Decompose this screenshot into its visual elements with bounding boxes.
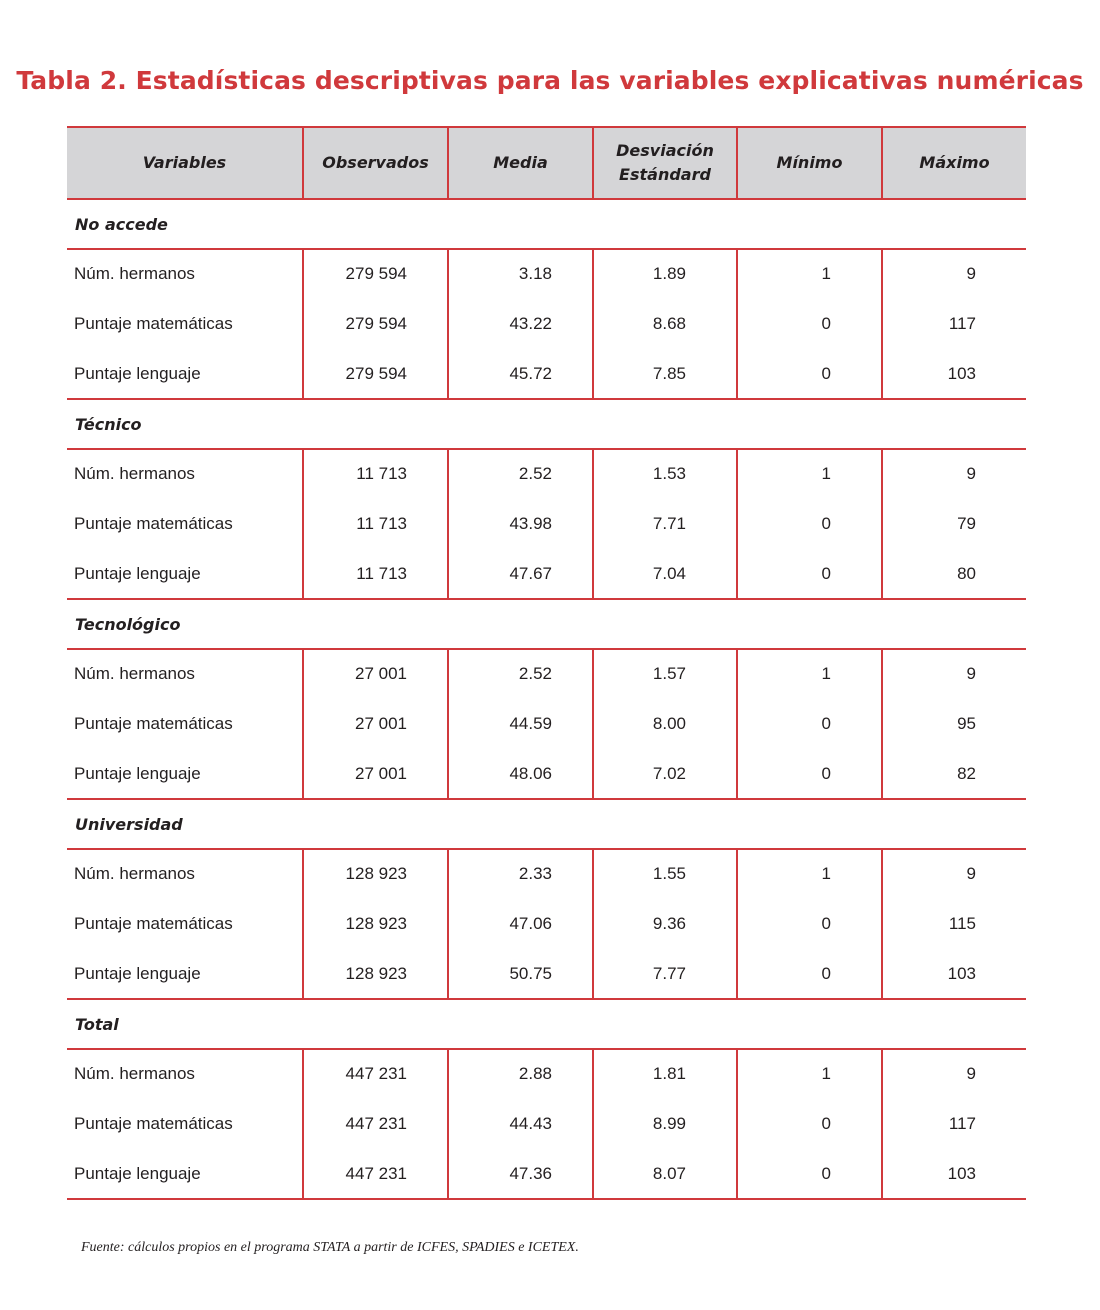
cell-desviacion: 1.81 (593, 1049, 737, 1099)
cell-media: 47.67 (448, 549, 593, 599)
cell-variable: Núm. hermanos (74, 664, 195, 683)
cell-desviacion: 7.71 (593, 499, 737, 549)
table-row (67, 949, 1026, 999)
cell-observados: 279 594 (303, 249, 448, 299)
cell-minimo: 0 (737, 1149, 882, 1199)
cell-minimo: 1 (737, 449, 882, 499)
group-label: Técnico (67, 399, 1026, 449)
cell-maximo: 9 (882, 849, 1026, 899)
group-row (67, 999, 1026, 1049)
cell-observados: 128 923 (303, 949, 448, 999)
column-header-media: Media (448, 127, 593, 199)
cell-media: 43.22 (448, 299, 593, 349)
cell-media: 2.52 (448, 649, 593, 699)
cell-desviacion: 8.07 (593, 1149, 737, 1199)
cell-minimo: 1 (737, 649, 882, 699)
cell-maximo: 9 (882, 649, 1026, 699)
cell-minimo: 0 (737, 749, 882, 799)
cell-maximo: 117 (882, 1099, 1026, 1149)
cell-variable: Puntaje matemáticas (74, 714, 233, 733)
table-row (67, 649, 1026, 699)
cell-media: 2.52 (448, 449, 593, 499)
table-title: Tabla 2. Estadísticas descriptivas para las variables explicativas numéricas (16, 66, 1084, 95)
cell-maximo: 80 (882, 549, 1026, 599)
cell-observados: 279 594 (303, 349, 448, 399)
cell-observados: 447 231 (303, 1049, 448, 1099)
cell-maximo: 95 (882, 699, 1026, 749)
table-row (67, 249, 1026, 299)
cell-variable: Núm. hermanos (74, 1064, 195, 1083)
cell-minimo: 1 (737, 249, 882, 299)
cell-media: 43.98 (448, 499, 593, 549)
cell-observados: 11 713 (303, 549, 448, 599)
cell-maximo: 9 (882, 249, 1026, 299)
cell-minimo: 0 (737, 499, 882, 549)
cell-variable: Núm. hermanos (74, 264, 195, 283)
cell-desviacion: 8.99 (593, 1099, 737, 1149)
group-label: No accede (67, 199, 1026, 249)
cell-maximo: 117 (882, 299, 1026, 349)
group-row (67, 599, 1026, 649)
cell-maximo: 103 (882, 1149, 1026, 1199)
cell-desviacion: 1.55 (593, 849, 737, 899)
cell-observados: 447 231 (303, 1099, 448, 1149)
cell-media: 2.88 (448, 1049, 593, 1099)
cell-maximo: 9 (882, 1049, 1026, 1099)
cell-maximo: 103 (882, 949, 1026, 999)
table-body (67, 199, 1026, 1199)
table-row (67, 449, 1026, 499)
cell-observados: 279 594 (303, 299, 448, 349)
cell-variable: Puntaje matemáticas (74, 314, 233, 333)
table-row (67, 749, 1026, 799)
group-label: Universidad (67, 799, 1026, 849)
cell-desviacion: 1.53 (593, 449, 737, 499)
cell-variable: Puntaje lenguaje (67, 349, 303, 399)
cell-desviacion: 8.00 (593, 699, 737, 749)
column-header-maximo: Máximo (882, 127, 1026, 199)
cell-variable: Núm. hermanos (74, 864, 195, 883)
cell-variable: Puntaje lenguaje (67, 549, 303, 599)
cell-observados: 27 001 (303, 749, 448, 799)
cell-minimo: 1 (737, 849, 882, 899)
cell-desviacion: 9.36 (593, 899, 737, 949)
table-row (67, 699, 1026, 749)
cell-observados: 447 231 (303, 1149, 448, 1199)
cell-variable: Núm. hermanos (74, 464, 195, 483)
cell-minimo: 1 (737, 1049, 882, 1099)
cell-maximo: 9 (882, 449, 1026, 499)
cell-desviacion: 7.85 (593, 349, 737, 399)
cell-observados: 11 713 (303, 449, 448, 499)
cell-variable: Puntaje matemáticas (74, 914, 233, 933)
cell-observados: 128 923 (303, 899, 448, 949)
cell-desviacion: 1.57 (593, 649, 737, 699)
cell-media: 2.33 (448, 849, 593, 899)
cell-minimo: 0 (737, 299, 882, 349)
cell-desviacion: 7.77 (593, 949, 737, 999)
column-header-observados: Observados (303, 127, 448, 199)
cell-variable: Puntaje matemáticas (74, 514, 233, 533)
column-header-desviacion: Desviación Estándard (593, 127, 737, 199)
table-row (67, 349, 1026, 399)
column-header-minimo: Mínimo (737, 127, 882, 199)
cell-desviacion: 8.68 (593, 299, 737, 349)
cell-minimo: 0 (737, 549, 882, 599)
statistics-table (67, 126, 1026, 1200)
group-row (67, 399, 1026, 449)
source-note: Fuente: cálculos propios en el programa STATA a partir de ICFES, SPADIES e ICETEX. (81, 1240, 579, 1255)
table-row (67, 549, 1026, 599)
cell-maximo: 82 (882, 749, 1026, 799)
cell-desviacion: 7.02 (593, 749, 737, 799)
cell-observados: 128 923 (303, 849, 448, 899)
cell-variable: Puntaje matemáticas (74, 1114, 233, 1133)
cell-variable: Puntaje lenguaje (67, 749, 303, 799)
column-header-variables: Variables (67, 127, 303, 199)
table-row (67, 1099, 1026, 1149)
cell-media: 44.43 (448, 1099, 593, 1149)
table-row (67, 299, 1026, 349)
cell-desviacion: 1.89 (593, 249, 737, 299)
cell-observados: 11 713 (303, 499, 448, 549)
group-row (67, 199, 1026, 249)
table-row (67, 899, 1026, 949)
table-row (67, 1049, 1026, 1099)
cell-media: 3.18 (448, 249, 593, 299)
cell-media: 50.75 (448, 949, 593, 999)
cell-minimo: 0 (737, 949, 882, 999)
cell-maximo: 115 (882, 899, 1026, 949)
group-label: Total (67, 999, 1026, 1049)
table-row (67, 1149, 1026, 1199)
cell-media: 45.72 (448, 349, 593, 399)
table-row (67, 499, 1026, 549)
cell-maximo: 79 (882, 499, 1026, 549)
table-row (67, 849, 1026, 899)
cell-observados: 27 001 (303, 649, 448, 699)
cell-media: 47.06 (448, 899, 593, 949)
cell-desviacion: 7.04 (593, 549, 737, 599)
group-row (67, 799, 1026, 849)
cell-minimo: 0 (737, 699, 882, 749)
cell-maximo: 103 (882, 349, 1026, 399)
table-header-row (67, 127, 1026, 199)
cell-minimo: 0 (737, 1099, 882, 1149)
cell-variable: Puntaje lenguaje (67, 1149, 303, 1199)
cell-minimo: 0 (737, 349, 882, 399)
cell-media: 44.59 (448, 699, 593, 749)
cell-media: 48.06 (448, 749, 593, 799)
cell-media: 47.36 (448, 1149, 593, 1199)
cell-observados: 27 001 (303, 699, 448, 749)
cell-variable: Puntaje lenguaje (67, 949, 303, 999)
group-label: Tecnológico (67, 599, 1026, 649)
cell-minimo: 0 (737, 899, 882, 949)
